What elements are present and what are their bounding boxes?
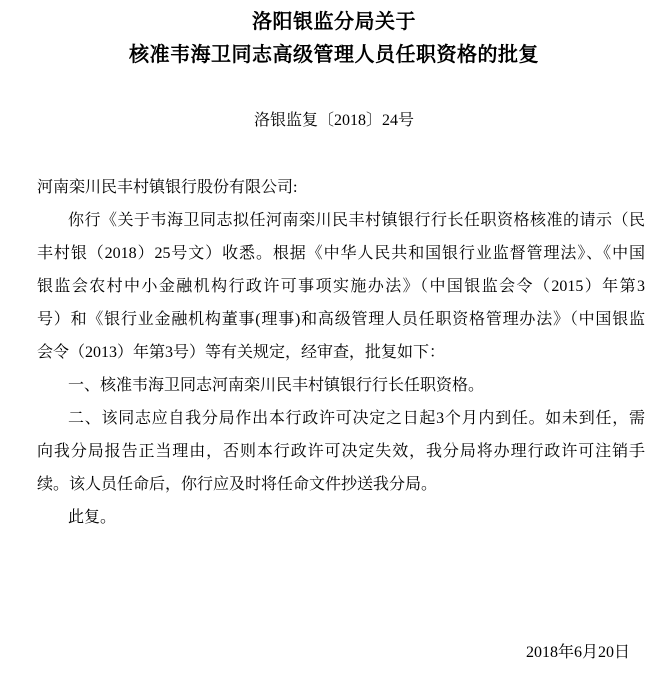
title-line-1: 洛阳银监分局关于 xyxy=(252,11,416,33)
body-line: 会令（2013）年第3号）等有关规定，经审查，批复如下： xyxy=(37,344,446,361)
body-line: 号）和《银行业金融机构董事(理事)和高级管理人员任职资格管理办法》（中国银监 xyxy=(37,311,645,328)
body-line: 丰村银（2018）25号文）收悉。根据《中华人民共和国银行业监督管理法》、《中国 xyxy=(37,245,645,262)
document-title xyxy=(0,0,668,72)
title-line-2: 核准韦海卫同志高级管理人员任职资格的批复 xyxy=(129,44,539,66)
closing-line: 此复。 xyxy=(68,509,117,526)
body-line: 向我分局报告正当理由，否则本行政许可决定失效，我分局将办理行政许可注销手 xyxy=(37,443,645,460)
document-body xyxy=(37,171,645,669)
body-line: 一、核准韦海卫同志河南栾川民丰村镇银行行长任职资格。 xyxy=(68,377,485,394)
body-line: 续。该人员任命后，你行应及时将任命文件抄送我分局。 xyxy=(37,476,438,493)
body-line: 你行《关于韦海卫同志拟任河南栾川民丰村镇银行行长任职资格核准的请示（民 xyxy=(68,212,645,229)
body-line: 银监会农村中小金融机构行政许可事项实施办法》（中国银监会令（2015）年第3 xyxy=(37,278,645,295)
addressee-line: 河南栾川民丰村镇银行股份有限公司: xyxy=(37,179,298,196)
document-date: 2018年6月20日 xyxy=(525,644,630,661)
document-number: 洛银监复〔2018〕24号 xyxy=(253,112,414,129)
body-line: 二、该同志应自我分局作出本行政许可决定之日起3个月内到任。如未到任，需 xyxy=(68,410,645,427)
